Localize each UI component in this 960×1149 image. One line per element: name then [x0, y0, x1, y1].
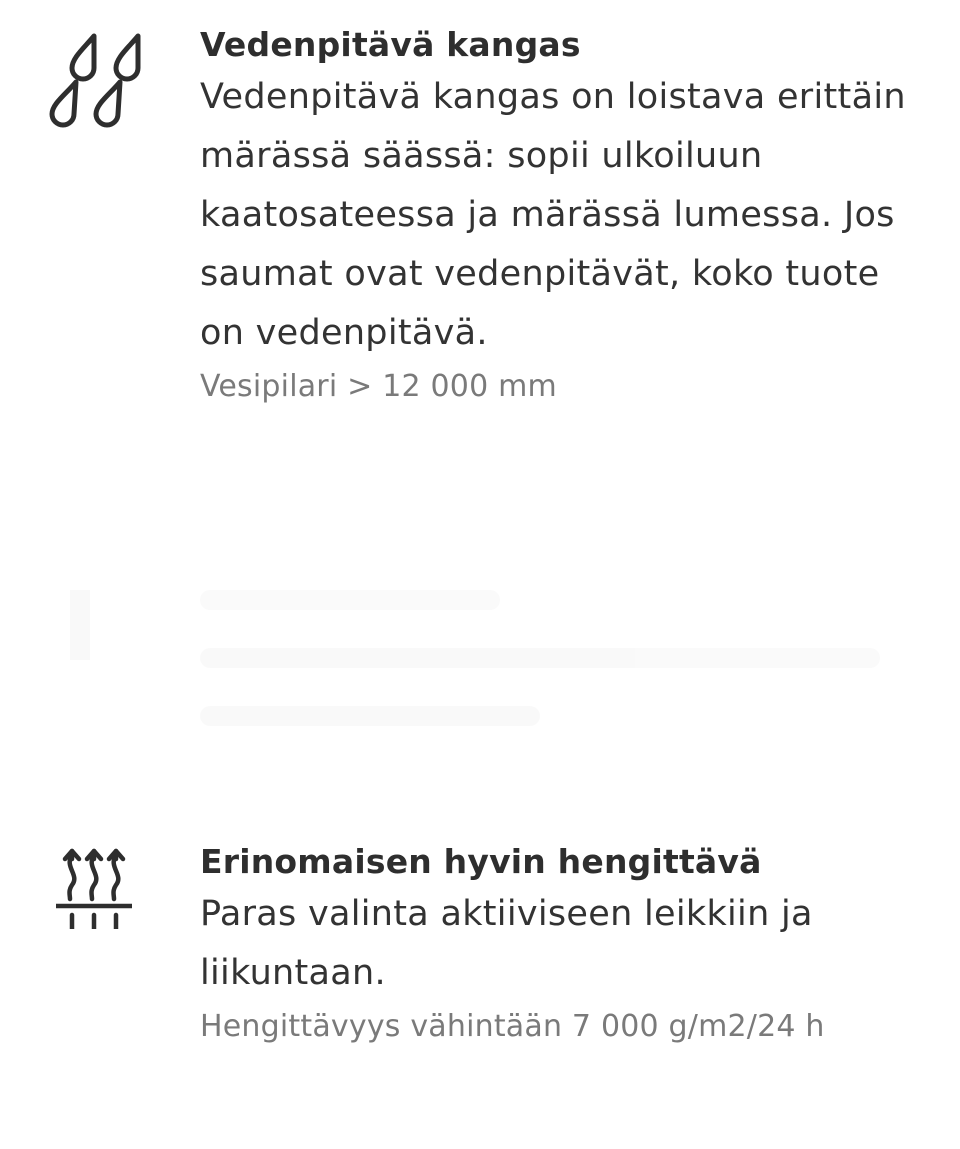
breathable-fabric-icon — [52, 845, 136, 933]
feature-title: Vedenpitävä kangas — [200, 25, 581, 64]
feature-description: Vedenpitävä kangas on loistava erittäin märässä säässä: sopii ulkoiluun kaatosateessa ja märässä lumessa. Jos saumat ovat vedenpitävät, koko tuote on vedenpitävä. — [200, 77, 906, 353]
feature-text — [200, 839, 930, 1049]
feature-spec: Vesipilari > 12 000 mm — [200, 369, 557, 404]
feature-title: Erinomaisen hyvin hengittävä — [200, 842, 762, 881]
feature-description: Paras valinta aktiiviseen leikkiin ja liikuntaan. — [200, 894, 813, 993]
faded-icon — [50, 590, 110, 674]
feature-spec: Hengittävyys vähintään 7 000 g/m2/24 h — [200, 1009, 825, 1044]
faded-text — [200, 590, 930, 764]
rain-drops-icon — [44, 28, 144, 132]
feature-text — [200, 22, 930, 409]
